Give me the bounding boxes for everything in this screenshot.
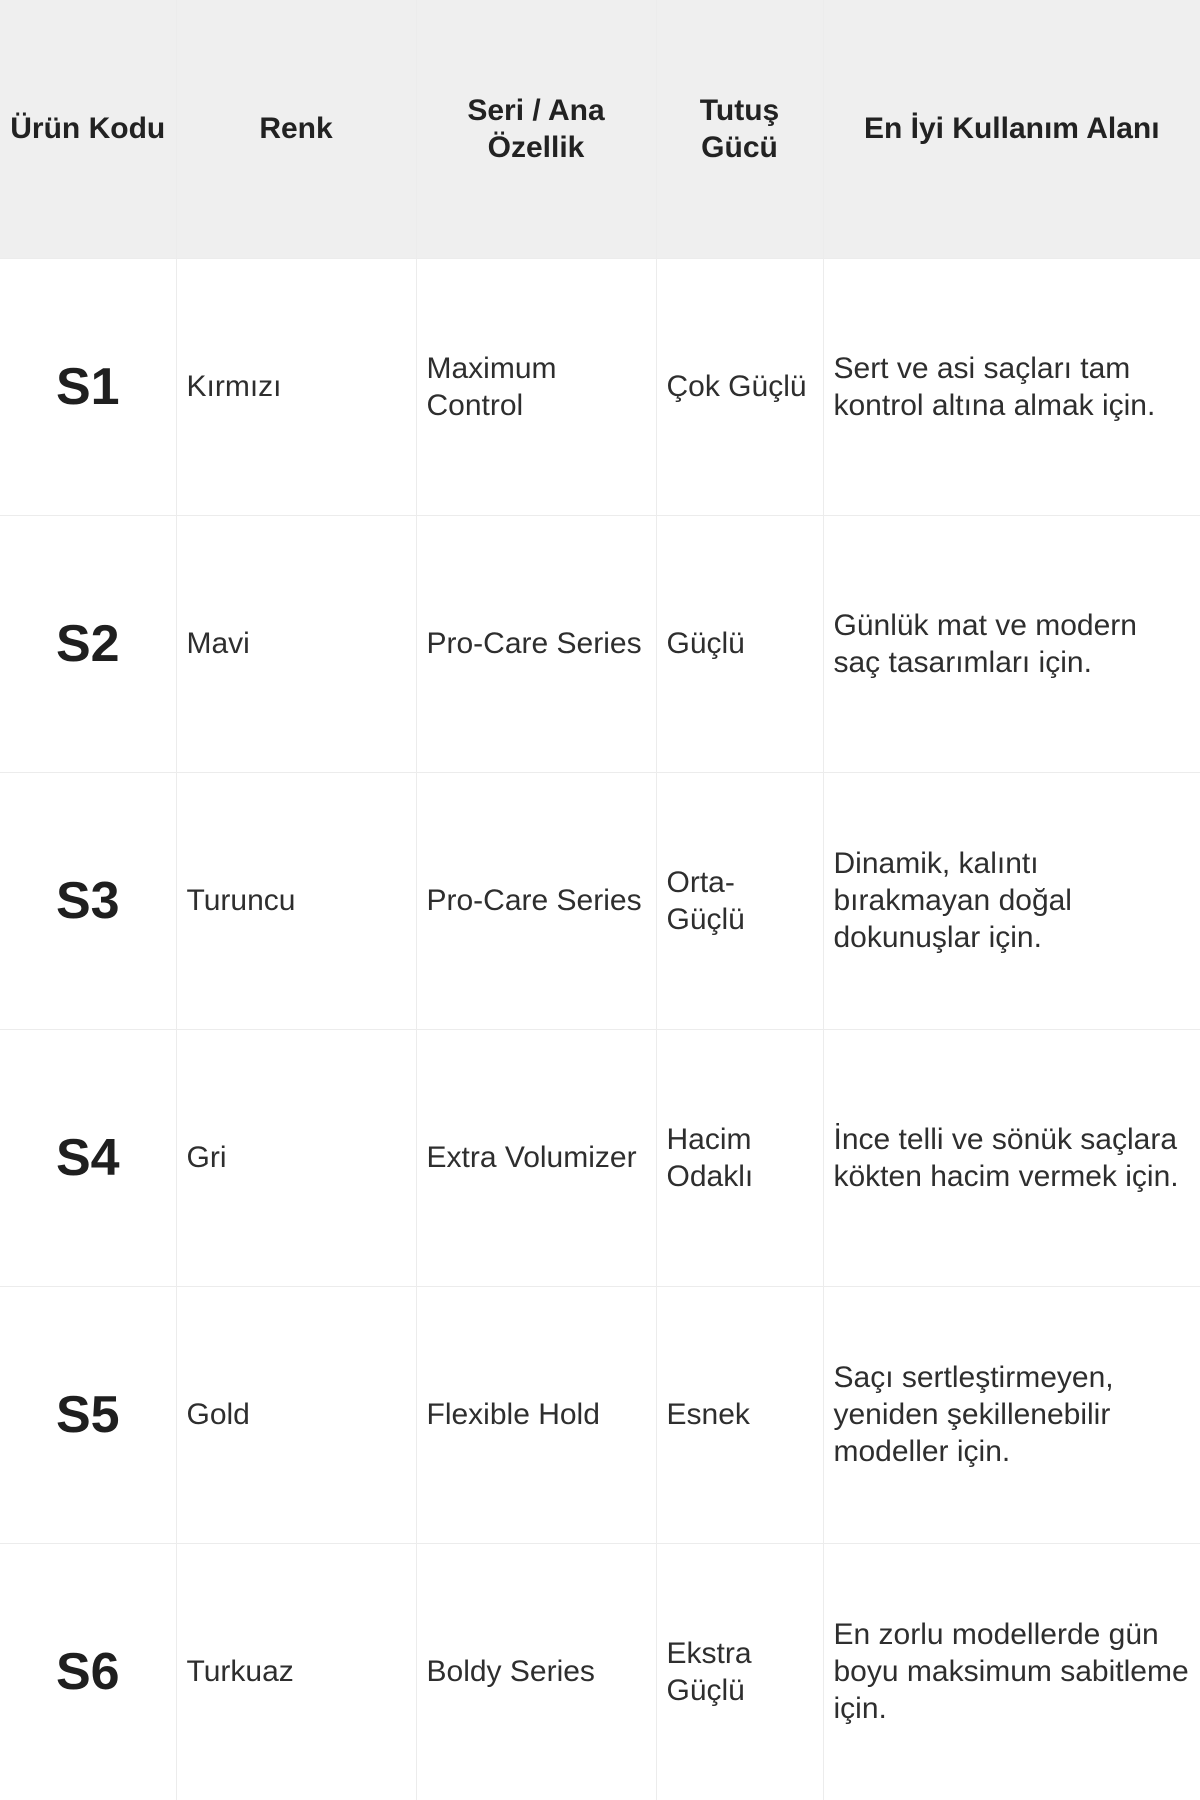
table-row [0,515,1200,772]
hold-strength-cell: Çok Güçlü [656,258,823,515]
product-code-cell: S3 [0,772,176,1029]
best-use-cell: Günlük mat ve modern saç tasarımları için. [823,515,1200,772]
best-use-cell: İnce telli ve sönük saçlara kökten hacim vermek için. [823,1029,1200,1286]
color-cell: Turuncu [176,772,416,1029]
product-code-cell: S5 [0,1286,176,1543]
product-code-cell: S2 [0,515,176,772]
best-use-cell: En zorlu modellerde gün boyu maksimum sabitleme için. [833,1618,1189,1726]
header-color: Renk [176,0,416,258]
table-header [0,0,1200,258]
header-series: Seri / Ana Özellik [416,0,656,258]
hold-strength-cell: Güçlü [656,515,823,772]
table-row [0,1543,1200,1800]
color-cell: Gold [176,1286,416,1543]
hold-strength-cell: Orta-Güçlü [656,772,823,1029]
hold-strength-cell: Ekstra Güçlü [656,1543,823,1800]
series-cell: Pro-Care Series [416,772,656,1029]
series-cell: Extra Volumizer [416,1029,656,1286]
series-cell: Maximum Control [416,258,656,515]
series-cell: Pro-Care Series [416,515,656,772]
table-row [0,1029,1200,1286]
product-code-cell: S1 [0,258,176,515]
best-use-cell: Saçı sertleştirmeyen, yeniden şekillenebilir modeller için. [823,1286,1200,1543]
table-body [0,258,1200,1800]
color-cell: Turkuaz [176,1543,416,1800]
series-cell: Boldy Series [416,1543,656,1800]
table-row [0,772,1200,1029]
header-product-code: Ürün Kodu [0,0,176,258]
table-row [0,1286,1200,1543]
header-best-use: En İyi Kullanım Alanı [823,0,1200,258]
color-cell: Gri [176,1029,416,1286]
color-cell: Mavi [176,515,416,772]
best-use-cell: Sert ve asi saçları tam kontrol altına almak için. [823,258,1200,515]
color-cell: Kırmızı [176,258,416,515]
product-code-cell: S6 [0,1543,176,1800]
table-row [0,258,1200,515]
product-code-cell: S4 [0,1029,176,1286]
hold-strength-cell: Hacim Odaklı [656,1029,823,1286]
best-use-cell: Dinamik, kalıntı bırakmayan doğal dokunuşlar için. [823,772,1200,1029]
series-cell: Flexible Hold [416,1286,656,1543]
hold-strength-cell: Esnek [656,1286,823,1543]
header-row [0,0,1200,258]
header-hold-strength: Tutuş Gücü [656,0,823,258]
